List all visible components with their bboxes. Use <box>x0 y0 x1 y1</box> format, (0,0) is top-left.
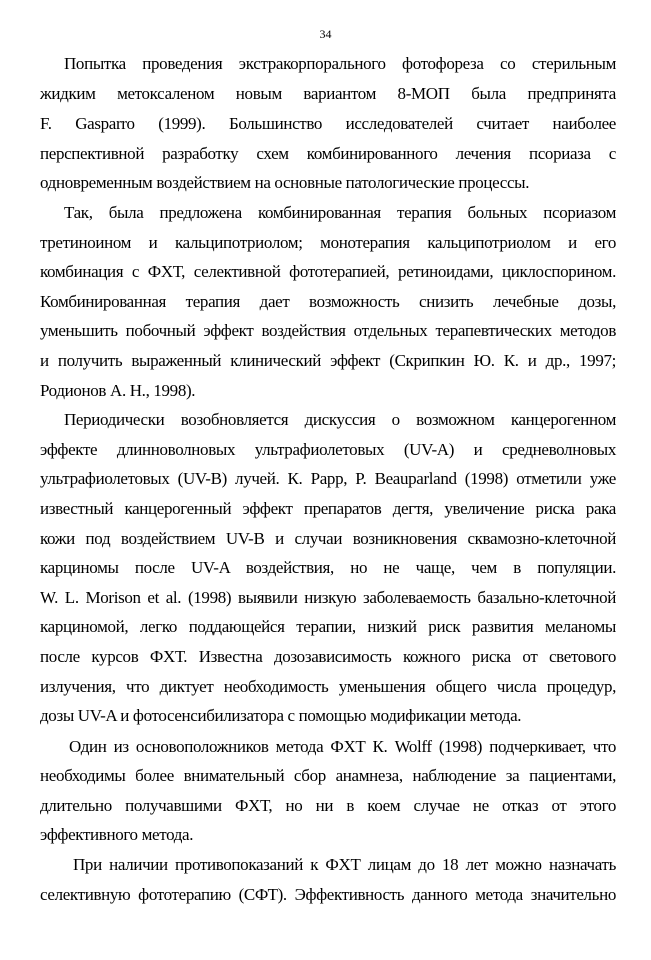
text-line: эффективного метода. <box>40 825 194 844</box>
text-line: длительно получавшими ФХТ, но ни в коем случае не отказ от этого <box>40 796 616 815</box>
text-line: кожи под воздействием UV-B и случаи возникновения сквамозно-клеточной <box>40 529 616 548</box>
page-number: 34 <box>319 27 332 41</box>
text-line: необходимы более внимательный сбор анамнеза, наблюдение за пациентами, <box>40 766 616 785</box>
text-line: излучения, что диктует необходимость уменьшения общего числа процедур, <box>40 677 616 696</box>
text-line: одновременным воздействием на основные патологические процессы. <box>40 173 530 192</box>
text-line: уменьшить побочный эффект воздействия отдельных терапевтических методов <box>40 321 616 340</box>
text-line: Попытка проведения экстракорпорального фотофореза со стерильным <box>64 54 616 73</box>
text-line: Один из основоположников метода ФХТ К. Wolff (1998) подчеркивает, что <box>69 737 616 756</box>
text-line: и получить выраженный клинический эффект (Скрипкин Ю. К. и др., 1997; <box>40 351 616 370</box>
text-line: При наличии противопоказаний к ФХТ лицам до 18 лет можно назначать <box>73 855 616 874</box>
text-line: селективную фототерапию (СФТ). Эффективность данного метода значительно <box>40 885 616 904</box>
text-line: перспективной разработку схем комбинированного лечения псориаза с <box>40 144 616 163</box>
text-line: карциномы после UV-A воздействия, но не чаще, чем в популяции. <box>40 558 616 577</box>
text-line: Так, была предложена комбинированная терапия больных псориазом <box>64 203 616 222</box>
text-line: жидким метоксаленом новым вариантом 8-МОП была предпринята <box>40 84 616 103</box>
text-line: карциномой, легко поддающейся терапии, низкий риск развития меланомы <box>40 617 616 636</box>
text-line: F. Gasparro (1999). Большинство исследователей считает наиболее <box>40 114 616 133</box>
text-line: W. L. Morison et al. (1998) выявили низкую заболеваемость базально-клеточной <box>40 588 616 607</box>
text-line: после курсов ФХТ. Известна дозозависимость кожного риска от светового <box>40 647 616 666</box>
text-line: Периодически возобновляется дискуссия о возможном канцерогенном <box>64 410 616 429</box>
text-line: комбинация с ФХТ, селективной фототерапией, ретиноидами, циклоспорином. <box>40 262 616 281</box>
text-line: эффекте длинноволновых ультрафиолетовых (UV-A) и средневолновых <box>40 440 616 459</box>
text-line: дозы UV-A и фотосенсибилизатора с помощью модификации метода. <box>40 706 522 725</box>
text-line: третиноином и кальципотриолом; монотерапия кальципотриолом и его <box>40 233 616 252</box>
text-line: известный канцерогенный эффект препаратов дегтя, увеличение риска рака <box>40 499 616 518</box>
text-line: Родионов А. Н., 1998). <box>40 381 196 400</box>
text-line: ультрафиолетовых (UV-B) лучей. К. Papp, P. Beauparland (1998) отметили уже <box>40 469 616 488</box>
text-line: Комбинированная терапия дает возможность снизить лечебные дозы, <box>40 292 616 311</box>
